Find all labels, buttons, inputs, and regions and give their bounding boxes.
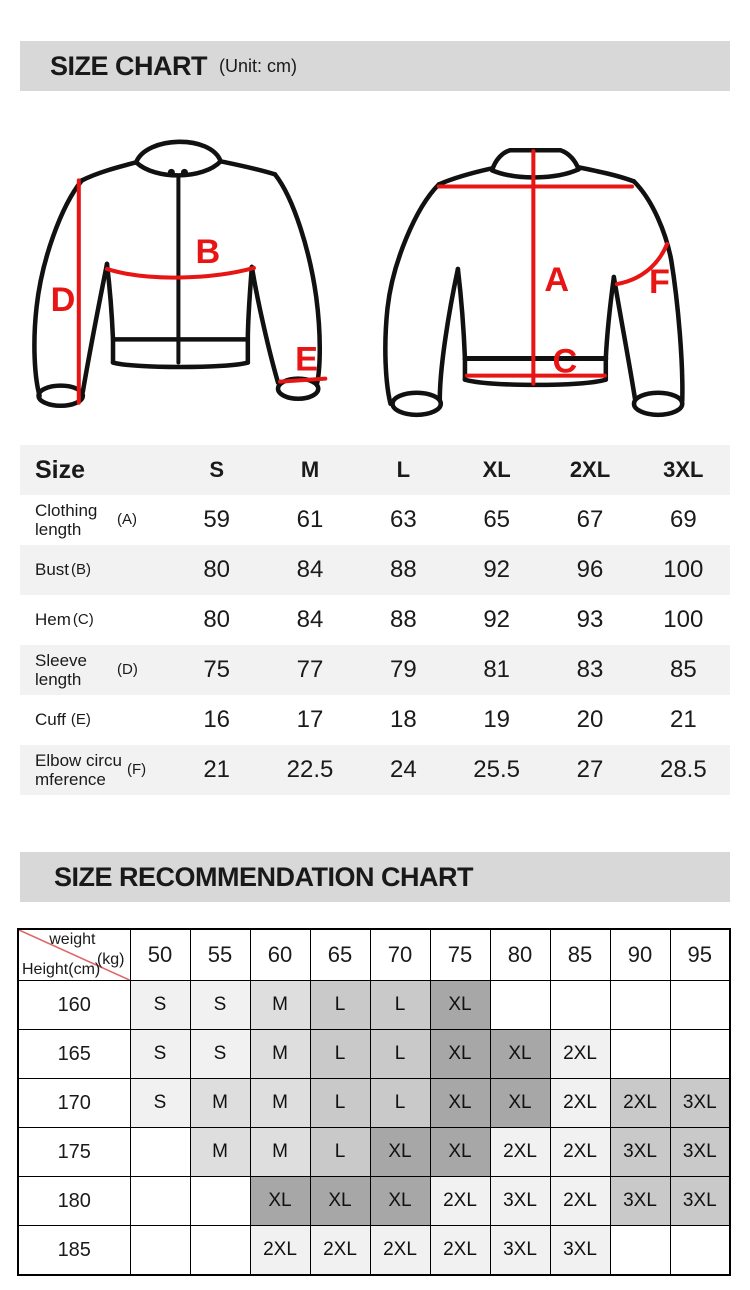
hem-bottom [465, 380, 606, 385]
rec-cell: M [250, 1079, 310, 1128]
rec-cell [670, 1226, 730, 1276]
rec-cell: M [250, 1030, 310, 1079]
rec-cell: M [250, 1128, 310, 1177]
table-row-elbow-circumference [20, 745, 730, 795]
weight-col-header: 90 [610, 929, 670, 981]
size-corner-label: Size [35, 455, 86, 484]
measurement-label [20, 501, 170, 539]
height-row-header: 185 [18, 1226, 130, 1276]
rec-cell: S [190, 1030, 250, 1079]
cell-value: 84 [296, 606, 324, 633]
cell-value: 69 [669, 506, 697, 533]
size-col-header-s: S [209, 457, 224, 482]
rec-cell: 2XL [430, 1177, 490, 1226]
rec-cell: L [310, 1079, 370, 1128]
weight-col-header: 50 [130, 929, 190, 981]
rec-header-row [18, 929, 730, 981]
rec-cell: M [190, 1128, 250, 1177]
rec-cell: XL [430, 1079, 490, 1128]
rec-cell [130, 1226, 190, 1276]
cell-value: 19 [483, 706, 511, 733]
cell-value: 100 [663, 606, 704, 633]
right-cuff [634, 393, 682, 415]
left-body-edge [458, 269, 465, 380]
table-row-hem [20, 595, 730, 645]
measurement-name: Clothing length [35, 500, 98, 539]
rec-cell: 2XL [430, 1226, 490, 1276]
measurement-code: (D) [117, 660, 138, 678]
rec-cell [610, 1030, 670, 1079]
cell-value: 88 [389, 556, 417, 583]
size-chart-banner [20, 41, 730, 91]
rec-cell: S [190, 981, 250, 1030]
left-shoulder [439, 168, 492, 184]
size-recommendation-table [17, 928, 731, 1276]
weight-col-header: 55 [190, 929, 250, 981]
cell-value: 81 [483, 656, 511, 683]
rec-cell: S [130, 1079, 190, 1128]
left-body-edge [107, 264, 113, 363]
height-row-header: 165 [18, 1030, 130, 1079]
measurement-label [20, 751, 170, 789]
measurement-name: Elbow circumference [35, 750, 122, 789]
left-sleeve-inner [83, 264, 107, 392]
cell-value: 59 [203, 506, 231, 533]
rec-row-165 [18, 1030, 730, 1079]
right-sleeve-inner [252, 267, 278, 383]
rec-cell: L [310, 981, 370, 1030]
cell-value: 92 [483, 556, 511, 583]
rec-cell [610, 1226, 670, 1276]
rec-cell: 2XL [610, 1079, 670, 1128]
height-row-header: 160 [18, 981, 130, 1030]
size-col-header-3xl: 3XL [663, 457, 704, 482]
rec-row-185 [18, 1226, 730, 1276]
rec-cell [190, 1226, 250, 1276]
rec-cell [190, 1177, 250, 1226]
right-body-edge [606, 277, 614, 380]
length-label: A [544, 261, 570, 300]
rec-cell: 3XL [610, 1128, 670, 1177]
rec-cell: L [310, 1128, 370, 1177]
cell-value: 77 [296, 656, 324, 683]
cell-value: 92 [483, 606, 511, 633]
cell-value: 67 [576, 506, 604, 533]
cell-value: 24 [389, 756, 417, 783]
left-shoulder [82, 162, 136, 180]
rec-cell: XL [490, 1030, 550, 1079]
cell-value: 61 [296, 506, 324, 533]
elbow-label: F [649, 263, 670, 302]
rec-cell: XL [370, 1128, 430, 1177]
weight-col-header: 85 [550, 929, 610, 981]
size-col-header-m: M [300, 457, 320, 482]
measurement-name: Cuff [35, 710, 66, 730]
rec-cell: 3XL [670, 1128, 730, 1177]
rec-cell: L [370, 1079, 430, 1128]
rec-cell [670, 981, 730, 1030]
weight-col-header: 60 [250, 929, 310, 981]
rec-row-175 [18, 1128, 730, 1177]
left-sleeve-inner [440, 269, 458, 400]
rec-cell: M [250, 981, 310, 1030]
right-sleeve-inner [614, 277, 635, 399]
size-chart-title: SIZE CHART [50, 50, 207, 81]
table-row-bust [20, 545, 730, 595]
table-row-clothing-length [20, 495, 730, 545]
weight-col-header: 65 [310, 929, 370, 981]
cuff-label: E [295, 340, 318, 379]
rec-cell: 2XL [490, 1128, 550, 1177]
height-axis-label: Height(cm) [22, 961, 101, 978]
size-col-header-2xl: 2XL [569, 457, 611, 482]
cell-value: 83 [576, 656, 604, 683]
cell-value: 27 [576, 756, 604, 783]
weight-height-corner-cell [18, 929, 130, 981]
height-row-header: 170 [18, 1079, 130, 1128]
rec-cell: 2XL [550, 1030, 610, 1079]
left-sleeve-outer [385, 184, 438, 403]
rec-row-180 [18, 1177, 730, 1226]
measurement-code: (C) [72, 610, 94, 628]
bust-label: B [195, 232, 221, 271]
right-body-edge [248, 267, 252, 363]
rec-cell: 2XL [550, 1128, 610, 1177]
rec-cell: L [310, 1030, 370, 1079]
rec-cell: XL [310, 1177, 370, 1226]
rec-cell: 2XL [370, 1226, 430, 1276]
collar-outer [136, 142, 221, 163]
cell-value: 88 [389, 606, 417, 633]
cell-value: 100 [663, 556, 704, 583]
right-shoulder [579, 167, 634, 181]
cell-value: 21 [669, 706, 697, 733]
jacket-front-diagram [12, 110, 375, 442]
cell-value: 25.5 [473, 756, 521, 783]
sleeve-label: D [50, 281, 76, 320]
weight-col-header: 80 [490, 929, 550, 981]
measurement-name: Hem [35, 610, 71, 630]
cell-value: 22.5 [286, 756, 334, 783]
rec-cell: L [370, 981, 430, 1030]
right-shoulder [221, 161, 275, 174]
rec-cell: 2XL [550, 1079, 610, 1128]
height-row-header: 175 [18, 1128, 130, 1177]
height-row-header: 180 [18, 1177, 130, 1226]
rec-cell: 2XL [250, 1226, 310, 1276]
cell-value: 18 [389, 706, 417, 733]
jacket-diagrams [12, 110, 738, 442]
measurement-label [20, 651, 170, 689]
cell-value: 80 [203, 606, 231, 633]
cell-value: 16 [203, 706, 231, 733]
measurement-label [20, 560, 170, 579]
size-col-header-xl: XL [482, 457, 511, 482]
hem-label: C [552, 342, 578, 381]
cell-value: 84 [296, 556, 324, 583]
weight-col-header: 75 [430, 929, 490, 981]
cell-value: 20 [576, 706, 604, 733]
rec-cell [490, 981, 550, 1030]
rec-cell [610, 981, 670, 1030]
rec-cell: 3XL [490, 1226, 550, 1276]
table-row-sleeve-length [20, 645, 730, 695]
rec-cell: M [190, 1079, 250, 1128]
rec-cell [550, 981, 610, 1030]
rec-cell: S [130, 981, 190, 1030]
cell-value: 80 [203, 556, 231, 583]
measurement-label [20, 710, 170, 729]
rec-row-160 [18, 981, 730, 1030]
size-col-header-l: L [396, 457, 411, 482]
table-row-cuff [20, 695, 730, 745]
rec-cell: XL [430, 1128, 490, 1177]
size-measurements-table [20, 445, 730, 795]
weight-col-header: 70 [370, 929, 430, 981]
unit-note: (Unit: cm) [219, 55, 297, 76]
left-cuff [393, 393, 441, 415]
cell-value: 28.5 [659, 756, 707, 783]
rec-cell [130, 1128, 190, 1177]
measurement-code: (A) [117, 510, 137, 528]
rec-cell: 3XL [490, 1177, 550, 1226]
collar-snap-dot [168, 169, 175, 176]
rec-cell: XL [430, 981, 490, 1030]
cell-value: 21 [203, 756, 231, 783]
rec-cell: XL [250, 1177, 310, 1226]
weight-col-header: 95 [670, 929, 730, 981]
measurement-code: (E) [70, 710, 91, 728]
cell-value: 85 [669, 656, 697, 683]
left-cuff [39, 386, 83, 406]
cell-value: 65 [483, 506, 511, 533]
size-recommendation-title: SIZE RECOMMENDATION CHART [54, 861, 473, 892]
front-measure-lines [79, 180, 325, 402]
measurement-code: (B) [71, 560, 92, 578]
rec-cell: 2XL [310, 1226, 370, 1276]
collar-inner [136, 161, 221, 175]
cell-value: 63 [389, 506, 417, 533]
size-table-header-row [20, 445, 730, 495]
rec-cell: S [130, 1030, 190, 1079]
cell-value: 93 [576, 606, 604, 633]
rec-cell: 3XL [610, 1177, 670, 1226]
rec-cell [130, 1177, 190, 1226]
rec-cell: 3XL [670, 1079, 730, 1128]
rec-row-170 [18, 1079, 730, 1128]
measurement-name: Bust [35, 560, 70, 580]
measurement-name: Sleeve length [35, 650, 87, 689]
weight-axis-label: weight [49, 931, 96, 948]
cell-value: 96 [576, 556, 604, 583]
rec-cell: XL [430, 1030, 490, 1079]
collar-snap-dot [181, 169, 188, 176]
rec-cell: 2XL [550, 1177, 610, 1226]
measurement-code: (F) [127, 760, 147, 778]
weight-unit-label: (kg) [96, 951, 125, 968]
rec-cell [670, 1030, 730, 1079]
hem-bottom [113, 363, 248, 368]
rec-cell: XL [490, 1079, 550, 1128]
cell-value: 17 [296, 706, 324, 733]
rec-cell: 3XL [550, 1226, 610, 1276]
rec-cell: L [370, 1030, 430, 1079]
measurement-label [20, 610, 170, 629]
rec-cell: 3XL [670, 1177, 730, 1226]
cell-value: 79 [389, 656, 417, 683]
jacket-back-diagram [375, 110, 738, 442]
rec-cell: XL [370, 1177, 430, 1226]
size-recommendation-banner [20, 852, 730, 902]
cell-value: 75 [203, 656, 231, 683]
